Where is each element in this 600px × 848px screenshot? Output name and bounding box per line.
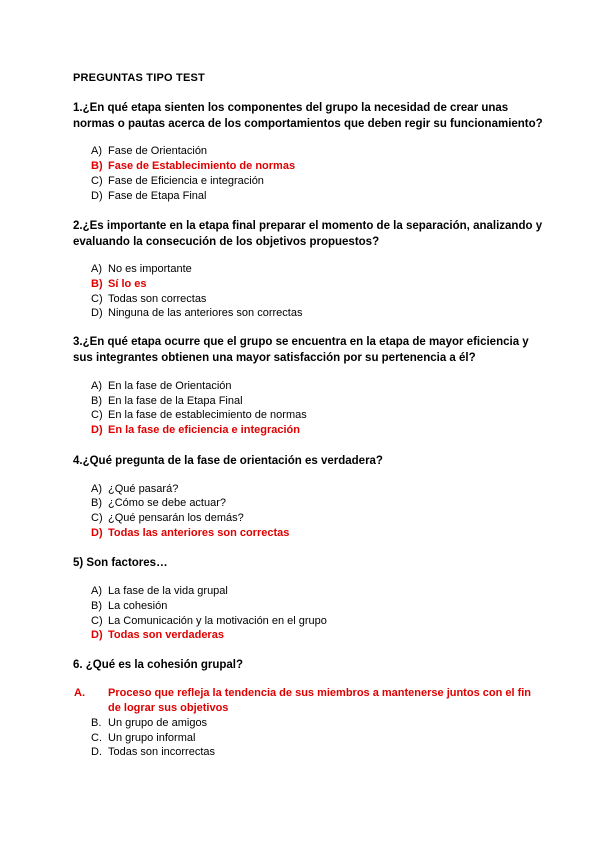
question-6: 6. ¿Qué es la cohesión grupal?: [73, 659, 243, 671]
question-2: 2.¿Es importante en la etapa final preparar el momento de la separación, analizando y evaluando la consecución de los objetivos propuestos?: [73, 220, 543, 248]
option-1c: C) Fase de Eficiencia e integración: [91, 175, 264, 187]
option-4b: B) ¿Cómo se debe actuar?: [91, 497, 227, 509]
question-4: 4.¿Qué pregunta de la fase de orientación es verdadera?: [73, 455, 383, 467]
option-1b-correct: B) Fase de Establecimiento de normas: [91, 160, 296, 172]
option-1d: D) Fase de Etapa Final: [91, 190, 207, 202]
option-5a: A) La fase de la vida grupal: [91, 585, 228, 597]
option-2d: D) Ninguna de las anteriores son correctas: [91, 307, 303, 319]
option-1a: A) Fase de Orientación: [91, 145, 208, 157]
option-6d: D. Todas son incorrectas: [91, 746, 215, 758]
option-5c: C) La Comunicación y la motivación en el grupo: [91, 615, 327, 627]
option-4d-correct: D) Todas las anteriores son correctas: [91, 527, 290, 539]
option-6b: B. Un grupo de amigos: [91, 717, 208, 729]
option-2b-correct: B) Sí lo es: [91, 278, 147, 290]
option-3b: B) En la fase de la Etapa Final: [91, 395, 243, 407]
option-3d-correct: D) En la fase de eficiencia e integración: [91, 424, 300, 436]
option-2a: A) No es importante: [91, 263, 192, 275]
question-5: 5) Son factores…: [73, 557, 168, 569]
option-3a: A) En la fase de Orientación: [91, 380, 232, 392]
question-3: 3.¿En qué etapa ocurre que el grupo se encuentra en la etapa de mayor eficiencia y sus integrantes obtienen una mayor satisfacción por su pertenencia a él?: [73, 336, 529, 364]
document-title: PREGUNTAS TIPO TEST: [73, 72, 205, 84]
option-4a: A) ¿Qué pasará?: [91, 483, 179, 495]
option-6c: C. Un grupo informal: [91, 732, 196, 744]
question-1: 1.¿En qué etapa sienten los componentes del grupo la necesidad de crear unas normas o pautas acerca de los comportamientos que deben regir su funcionamiento?: [73, 102, 543, 130]
option-6a-correct: A. Proceso que refleja la tendencia de sus miembros a mantenerse juntos con el fin de lograr sus objetivos: [74, 687, 532, 714]
option-2c: C) Todas son correctas: [91, 293, 207, 305]
option-5d-correct: D) Todas son verdaderas: [91, 629, 224, 641]
option-4c: C) ¿Qué pensarán los demás?: [91, 512, 244, 524]
option-3c: C) En la fase de establecimiento de normas: [91, 409, 307, 421]
option-5b: B) La cohesión: [91, 600, 168, 612]
